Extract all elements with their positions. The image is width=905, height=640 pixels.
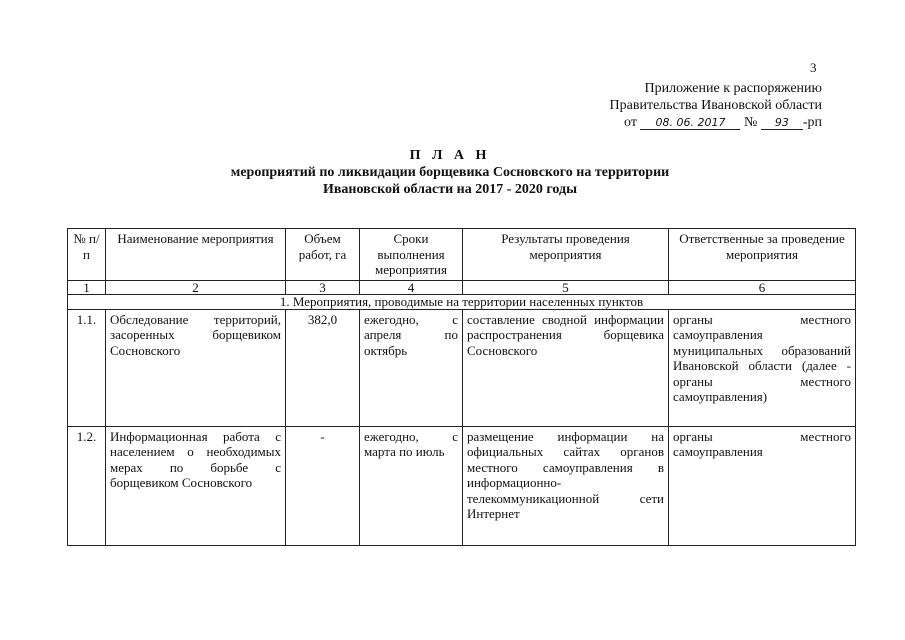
title-line-1: мероприятий по ликвидации борщевика Сосновского на территории — [230, 165, 670, 180]
handwritten-number: 93 — [761, 116, 803, 130]
row-volume: - — [286, 426, 360, 545]
row-name: Обследование территорий, засоренных борщевиком Сосновского — [106, 309, 286, 426]
column-number: 5 — [463, 280, 669, 294]
header-terms: Сроки выполнения мероприятия — [360, 229, 463, 281]
document-title — [140, 147, 760, 198]
header-name: Наименование мероприятия — [106, 229, 286, 281]
appendix-line-2: Правительства Ивановской области — [609, 98, 822, 113]
appendix-line-1: Приложение к распоряжению — [644, 81, 822, 96]
row-responsible: органы местного самоуправления — [669, 426, 856, 545]
table-row — [68, 426, 856, 545]
title-line-2: Ивановской области на 2017 - 2020 годы — [322, 182, 578, 197]
title-plan: П Л А Н — [409, 148, 491, 163]
appendix-line-3 — [560, 114, 822, 131]
section-title: 1. Мероприятия, проводимые на территории населенных пунктов — [68, 294, 856, 309]
number-label: № — [743, 115, 758, 130]
column-number: 2 — [106, 280, 286, 294]
header-results: Результаты проведения мероприятия — [463, 229, 669, 281]
row-responsible: органы местного самоуправления муниципальных образований Ивановской области (далее - органы местного самоуправления) — [669, 309, 856, 426]
header-num: № п/п — [68, 229, 106, 281]
row-num: 1.1. — [68, 309, 106, 426]
row-results: размещение информации на официальных сайтах органов местного самоуправления в информационно-телекоммуникационной сети Интернет — [463, 426, 669, 545]
row-terms: ежегодно, с марта по июль — [360, 426, 463, 545]
table-row — [68, 309, 856, 426]
from-label: от — [624, 115, 637, 130]
row-results: составление сводной информации распространения борщевика Сосновского — [463, 309, 669, 426]
row-volume: 382,0 — [286, 309, 360, 426]
column-number: 6 — [669, 280, 856, 294]
row-name: Информационная работа с населением о необходимых мерах по борьбе с борщевиком Сосновского — [106, 426, 286, 545]
row-terms: ежегодно, с апреля по октябрь — [360, 309, 463, 426]
page-number: 3 — [810, 60, 817, 75]
header-responsible: Ответственные за проведение мероприятия — [669, 229, 856, 281]
column-number: 1 — [68, 280, 106, 294]
plan-table — [67, 228, 856, 546]
table-header-row — [68, 229, 856, 281]
handwritten-date: 08. 06. 2017 — [640, 116, 740, 130]
column-number: 4 — [360, 280, 463, 294]
row-num: 1.2. — [68, 426, 106, 545]
column-number-row — [68, 280, 856, 294]
section-row — [68, 294, 856, 309]
header-volume: Объем работ, га — [286, 229, 360, 281]
appendix-header — [560, 80, 822, 131]
number-suffix: -рп — [802, 115, 822, 130]
column-number: 3 — [286, 280, 360, 294]
